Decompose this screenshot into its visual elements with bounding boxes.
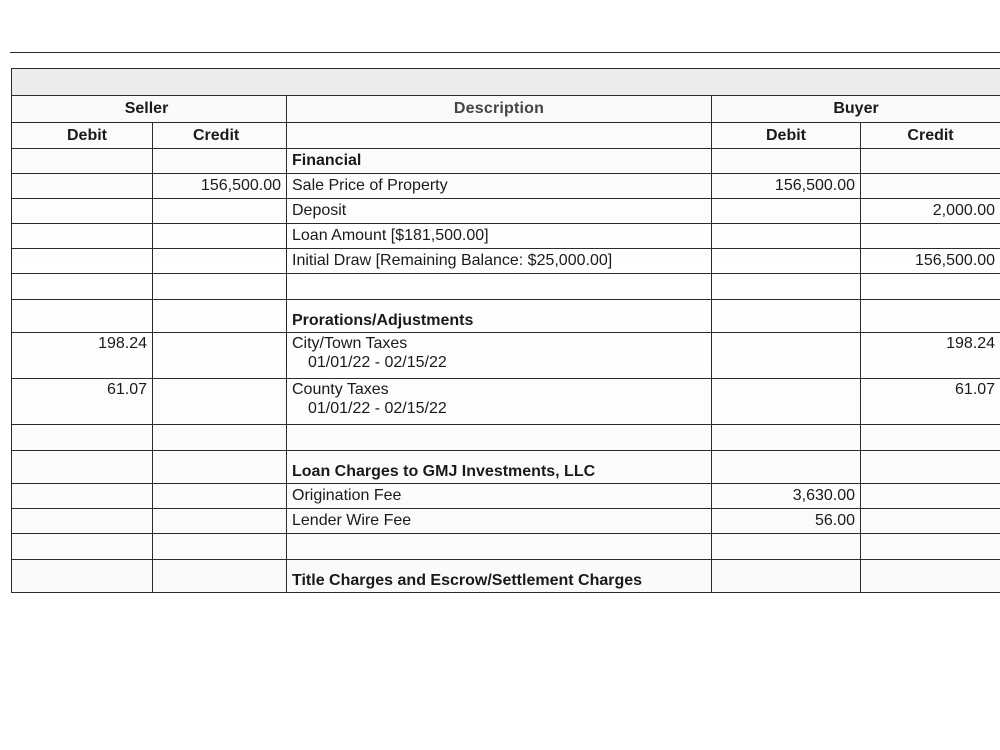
section-header-row [12, 300, 1000, 333]
financial-section-title: Financial [287, 149, 712, 174]
top-rule [10, 52, 1000, 53]
buyer-debit-cell [712, 379, 861, 425]
seller-debit-header: Debit [12, 123, 153, 149]
table-row [12, 379, 1000, 425]
seller-debit-cell [12, 199, 153, 224]
description-cell [287, 379, 712, 425]
buyer-debit-cell: 156,500.00 [712, 174, 861, 199]
seller-credit-cell [153, 249, 287, 274]
seller-credit-cell: 156,500.00 [153, 174, 287, 199]
description-cell [287, 333, 712, 379]
buyer-debit-header: Debit [712, 123, 861, 149]
buyer-debit-cell [712, 249, 861, 274]
section-header-row [12, 560, 1000, 593]
buyer-credit-cell: 198.24 [861, 333, 1000, 379]
description-header: Description [287, 96, 712, 123]
seller-debit-cell: 61.07 [12, 379, 153, 425]
buyer-credit-cell [861, 224, 1000, 249]
table-row [12, 484, 1000, 509]
table-row [12, 249, 1000, 274]
buyer-header: Buyer [712, 96, 1000, 123]
description-cell: Loan Amount [$181,500.00] [287, 224, 712, 249]
buyer-debit-cell: 3,630.00 [712, 484, 861, 509]
blank-row [12, 534, 1000, 560]
section-header-row [12, 451, 1000, 484]
description-cell: Initial Draw [Remaining Balance: $25,000.00] [287, 249, 712, 274]
description-subheader [287, 123, 712, 149]
column-subheader-row [12, 123, 1000, 149]
description-text: City/Town Taxes [292, 335, 408, 352]
seller-credit-cell [153, 333, 287, 379]
table-row [12, 333, 1000, 379]
description-cell: Lender Wire Fee [287, 509, 712, 534]
seller-credit-cell [153, 199, 287, 224]
date-range: 01/01/22 - 02/15/22 [308, 354, 447, 371]
buyer-credit-cell: 61.07 [861, 379, 1000, 425]
buyer-debit-cell: 56.00 [712, 509, 861, 534]
buyer-debit-cell [712, 224, 861, 249]
seller-debit-cell [12, 224, 153, 249]
column-group-header-row [12, 96, 1000, 123]
description-text: County Taxes [292, 381, 389, 398]
settlement-statement-table [11, 68, 1000, 593]
description-cell: Origination Fee [287, 484, 712, 509]
seller-debit-cell [12, 174, 153, 199]
seller-credit-cell [153, 379, 287, 425]
table-row [12, 509, 1000, 534]
blank-row [12, 274, 1000, 300]
seller-credit-cell [153, 224, 287, 249]
buyer-credit-cell: 2,000.00 [861, 199, 1000, 224]
loan-charges-section-title: Loan Charges to GMJ Investments, LLC [287, 451, 712, 484]
title-charges-section-title: Title Charges and Escrow/Settlement Charges [287, 560, 712, 593]
buyer-credit-cell [861, 174, 1000, 199]
buyer-debit-cell [712, 199, 861, 224]
seller-header: Seller [12, 96, 287, 123]
buyer-credit-cell: 156,500.00 [861, 249, 1000, 274]
description-cell: Sale Price of Property [287, 174, 712, 199]
buyer-credit-header: Credit [861, 123, 1000, 149]
seller-debit-cell [12, 249, 153, 274]
table-row [12, 199, 1000, 224]
seller-debit-cell: 198.24 [12, 333, 153, 379]
prorations-section-title: Prorations/Adjustments [287, 300, 712, 333]
table-row [12, 224, 1000, 249]
date-range: 01/01/22 - 02/15/22 [308, 400, 447, 417]
table-row [12, 174, 1000, 199]
description-cell: Deposit [287, 199, 712, 224]
seller-credit-header: Credit [153, 123, 287, 149]
shaded-header-strip [12, 69, 1000, 96]
blank-row [12, 425, 1000, 451]
section-header-row [12, 149, 1000, 174]
buyer-debit-cell [712, 333, 861, 379]
